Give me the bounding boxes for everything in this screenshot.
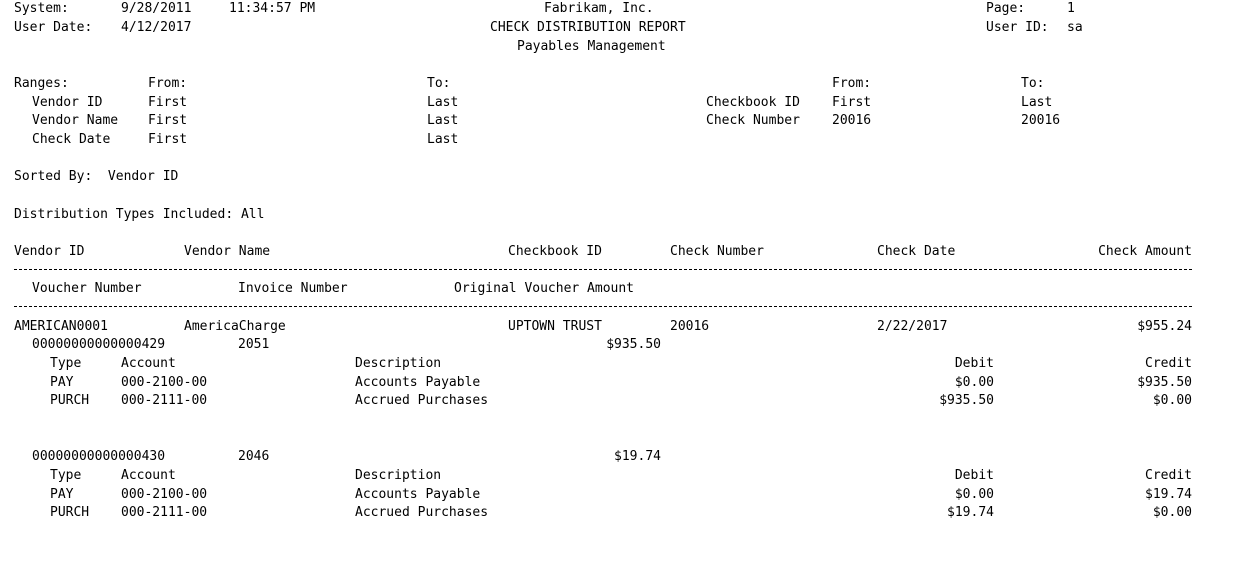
ranges-to-label-right: To: <box>1021 76 1045 91</box>
dist-credit: $935.50 <box>1137 375 1192 390</box>
range-name: Check Date <box>32 132 111 147</box>
user-id: sa <box>1067 20 1083 35</box>
col-invoice-number: Invoice Number <box>238 281 348 296</box>
ranges-to-label: To: <box>427 76 451 91</box>
range-from: First <box>148 113 188 128</box>
dist-col-type: Type <box>50 468 82 483</box>
dist-col-account: Account <box>121 468 176 483</box>
dist-account: 000-2100-00 <box>121 375 208 390</box>
dist-description: Accrued Purchases <box>355 393 489 408</box>
page-number: 1 <box>1067 1 1075 16</box>
dist-debit: $0.00 <box>954 375 994 390</box>
dist-credit: $0.00 <box>1152 505 1192 520</box>
user-date-label: User Date: <box>14 20 93 35</box>
col-check-number: Check Number <box>670 244 764 259</box>
vendor-name: AmericaCharge <box>184 319 286 334</box>
dist-col-description: Description <box>355 356 442 371</box>
dist-debit: $935.50 <box>939 393 994 408</box>
dist-type: PURCH <box>50 393 90 408</box>
system-date: 9/28/2011 <box>121 1 192 16</box>
system-label: System: <box>14 1 69 16</box>
dist-col-credit: Credit <box>1145 356 1192 371</box>
ranges-from-label: From: <box>148 76 188 91</box>
dist-col-debit: Debit <box>954 468 994 483</box>
vendor-id: AMERICAN0001 <box>14 319 108 334</box>
col-original-voucher-amount: Original Voucher Amount <box>454 281 635 296</box>
dist-col-credit: Credit <box>1145 468 1192 483</box>
dist-col-debit: Debit <box>954 356 994 371</box>
voucher-amount: $19.74 <box>614 449 661 464</box>
range-to: 20016 <box>1021 113 1061 128</box>
dist-type: PAY <box>50 375 74 390</box>
divider <box>14 269 1192 270</box>
col-check-amount: Check Amount <box>1098 244 1192 259</box>
user-id-label: User ID: <box>986 20 1049 35</box>
vendor-check-date: 2/22/2017 <box>877 319 948 334</box>
voucher-amount: $935.50 <box>606 337 661 352</box>
dist-description: Accounts Payable <box>355 375 481 390</box>
report-title: CHECK DISTRIBUTION REPORT <box>490 20 686 35</box>
dist-credit: $19.74 <box>1145 487 1192 502</box>
col-vendor-name: Vendor Name <box>184 244 271 259</box>
col-voucher-number: Voucher Number <box>32 281 142 296</box>
dist-account: 000-2111-00 <box>121 393 208 408</box>
voucher-number: 00000000000000430 <box>32 449 166 464</box>
vendor-checkbook-id: UPTOWN TRUST <box>508 319 602 334</box>
page-label: Page: <box>986 1 1026 16</box>
dist-account: 000-2100-00 <box>121 487 208 502</box>
sorted-by: Sorted By: Vendor ID <box>14 169 179 184</box>
col-vendor-id: Vendor ID <box>14 244 85 259</box>
dist-account: 000-2111-00 <box>121 505 208 520</box>
dist-description: Accounts Payable <box>355 487 481 502</box>
range-from: First <box>148 95 188 110</box>
vendor-check-amount: $955.24 <box>1137 319 1192 334</box>
dist-debit: $0.00 <box>954 487 994 502</box>
range-name: Vendor ID <box>32 95 103 110</box>
voucher-number: 00000000000000429 <box>32 337 166 352</box>
ranges-label: Ranges: <box>14 76 69 91</box>
divider <box>14 306 1192 307</box>
range-to: Last <box>427 95 459 110</box>
voucher-invoice: 2051 <box>238 337 270 352</box>
voucher-invoice: 2046 <box>238 449 270 464</box>
dist-description: Accrued Purchases <box>355 505 489 520</box>
dist-col-account: Account <box>121 356 176 371</box>
dist-type: PURCH <box>50 505 90 520</box>
range-name: Check Number <box>706 113 800 128</box>
range-name: Checkbook ID <box>706 95 800 110</box>
dist-debit: $19.74 <box>947 505 994 520</box>
range-from: First <box>148 132 188 147</box>
col-check-date: Check Date <box>877 244 956 259</box>
range-from: First <box>832 95 872 110</box>
system-time: 11:34:57 PM <box>229 1 316 16</box>
dist-type: PAY <box>50 487 74 502</box>
range-to: Last <box>427 132 459 147</box>
range-to: Last <box>427 113 459 128</box>
dist-credit: $0.00 <box>1152 393 1192 408</box>
user-date: 4/12/2017 <box>121 20 192 35</box>
distribution-types: Distribution Types Included: All <box>14 207 265 222</box>
dist-col-type: Type <box>50 356 82 371</box>
vendor-check-number: 20016 <box>670 319 710 334</box>
range-to: Last <box>1021 95 1053 110</box>
dist-col-description: Description <box>355 468 442 483</box>
range-from: 20016 <box>832 113 872 128</box>
col-checkbook-id: Checkbook ID <box>508 244 602 259</box>
range-name: Vendor Name <box>32 113 119 128</box>
ranges-from-label-right: From: <box>832 76 872 91</box>
company-name: Fabrikam, Inc. <box>544 1 654 16</box>
report-subtitle: Payables Management <box>517 39 666 54</box>
